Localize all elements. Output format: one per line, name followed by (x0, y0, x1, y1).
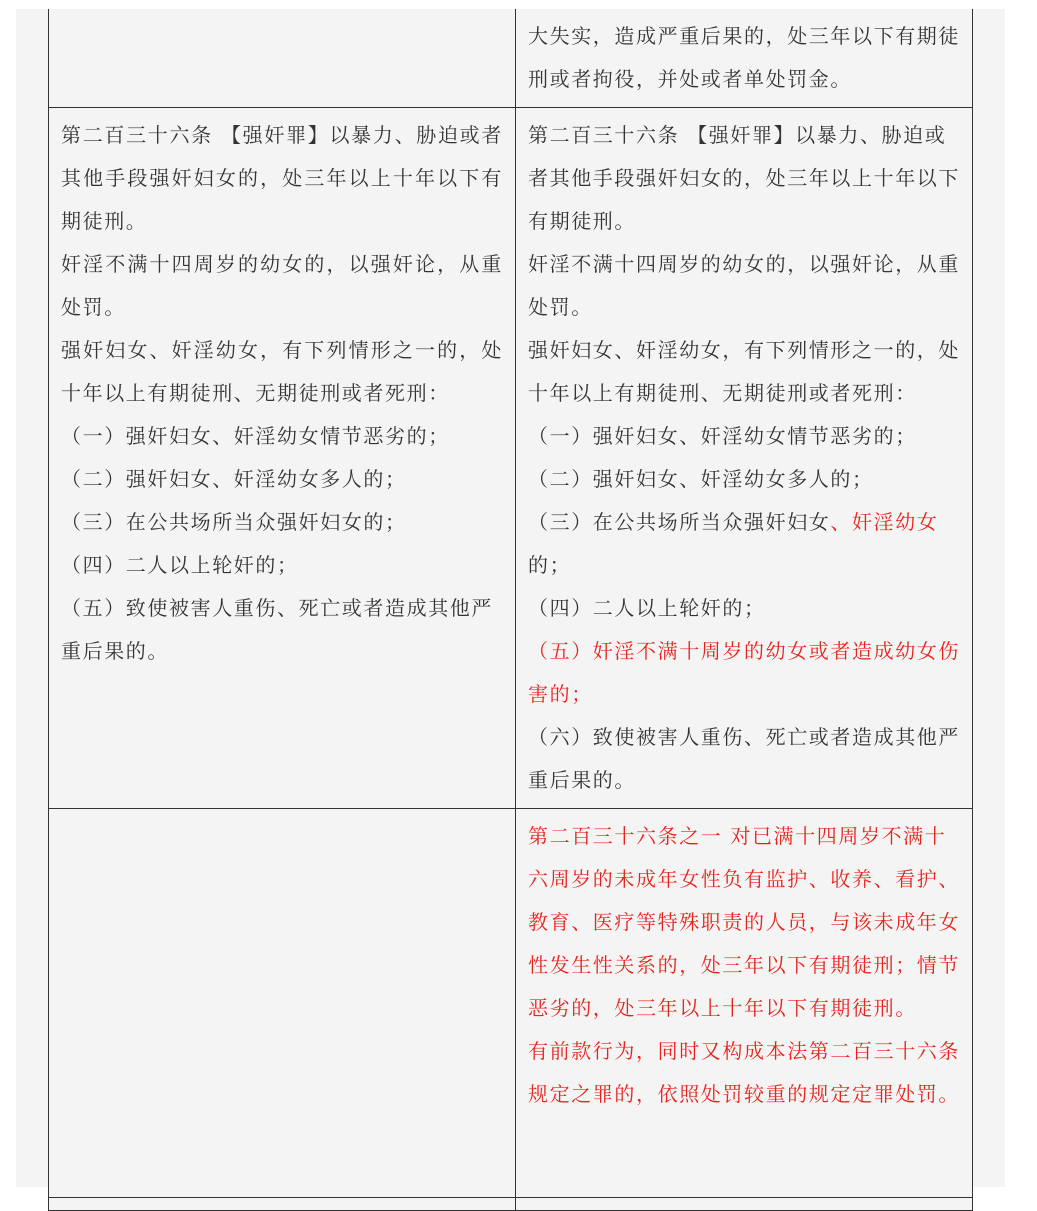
old-paragraph: （一）强奸妇女、奸淫幼女情节恶劣的； (61, 424, 450, 448)
new-article-added: 有前款行为，同时又构成本法第二百三十六条规定之罪的，依照处罚较重的规定定罪处罚。 (528, 1039, 960, 1106)
old-text-cell (49, 1198, 516, 1211)
old-paragraph: （四）二人以上轮奸的； (61, 553, 299, 577)
new-text-cell (516, 9, 973, 108)
new-paragraph: 强奸妇女、奸淫幼女，有下列情形之一的，处十年以上有期徒刑、无期徒刑或者死刑： (528, 338, 960, 405)
old-paragraph: 第二百三十六条 【强奸罪】以暴力、胁迫或者其他手段强奸妇女的，处三年以上十年以下有期徒刑。 (61, 123, 503, 233)
new-paragraph-added: （五）奸淫不满十周岁的幼女或者造成幼女伤害的； (528, 639, 960, 706)
old-text-cell (49, 108, 516, 809)
old-text-cell (49, 809, 516, 1198)
new-paragraph: 奸淫不满十四周岁的幼女的，以强奸论，从重处罚。 (528, 252, 960, 319)
new-paragraph: （一）强奸妇女、奸淫幼女情节恶劣的； (528, 424, 917, 448)
old-paragraph: （二）强奸妇女、奸淫幼女多人的； (61, 467, 407, 491)
new-text-cell (516, 1198, 973, 1211)
old-paragraph: 强奸妇女、奸淫幼女，有下列情形之一的，处十年以上有期徒刑、无期徒刑或者死刑： (61, 338, 503, 405)
table-row (49, 108, 973, 809)
new-text-cell (516, 108, 973, 809)
new-paragraph: 第二百三十六条 【强奸罪】以暴力、胁迫或者其他手段强奸妇女的，处三年以上十年以下有期徒刑。 (528, 123, 960, 233)
old-paragraph: （三）在公共场所当众强奸妇女的； (61, 510, 407, 534)
unchanged-text: （三）在公共场所当众强奸妇女 (528, 510, 831, 534)
added-text: 、奸淫幼女 (830, 510, 939, 534)
new-text-continuation: 大失实，造成严重后果的，处三年以下有期徒刑或者拘役，并处或者单处罚金。 (528, 24, 960, 91)
old-paragraph: （五）致使被害人重伤、死亡或者造成其他严重后果的。 (61, 596, 493, 663)
new-paragraph-amended (528, 501, 960, 587)
new-paragraph: （四）二人以上轮奸的； (528, 596, 766, 620)
law-comparison-table (48, 9, 973, 1211)
table-row (49, 1198, 973, 1211)
new-paragraph: （二）强奸妇女、奸淫幼女多人的； (528, 467, 874, 491)
new-paragraph: （六）致使被害人重伤、死亡或者造成其他严重后果的。 (528, 725, 960, 792)
unchanged-text: 的； (528, 553, 572, 577)
table-row (49, 809, 973, 1198)
old-text-cell (49, 9, 516, 108)
table-row (49, 9, 973, 108)
old-paragraph: 奸淫不满十四周岁的幼女的，以强奸论，从重处罚。 (61, 252, 503, 319)
new-text-cell (516, 809, 973, 1198)
new-article-added: 第二百三十六条之一 对已满十四周岁不满十六周岁的未成年女性负有监护、收养、看护、教育、医疗等特殊职责的人员，与该未成年女性发生性关系的，处三年以下有期徒刑；情节恶劣的，处三年以上十年以下有期徒刑。 (528, 824, 960, 1020)
